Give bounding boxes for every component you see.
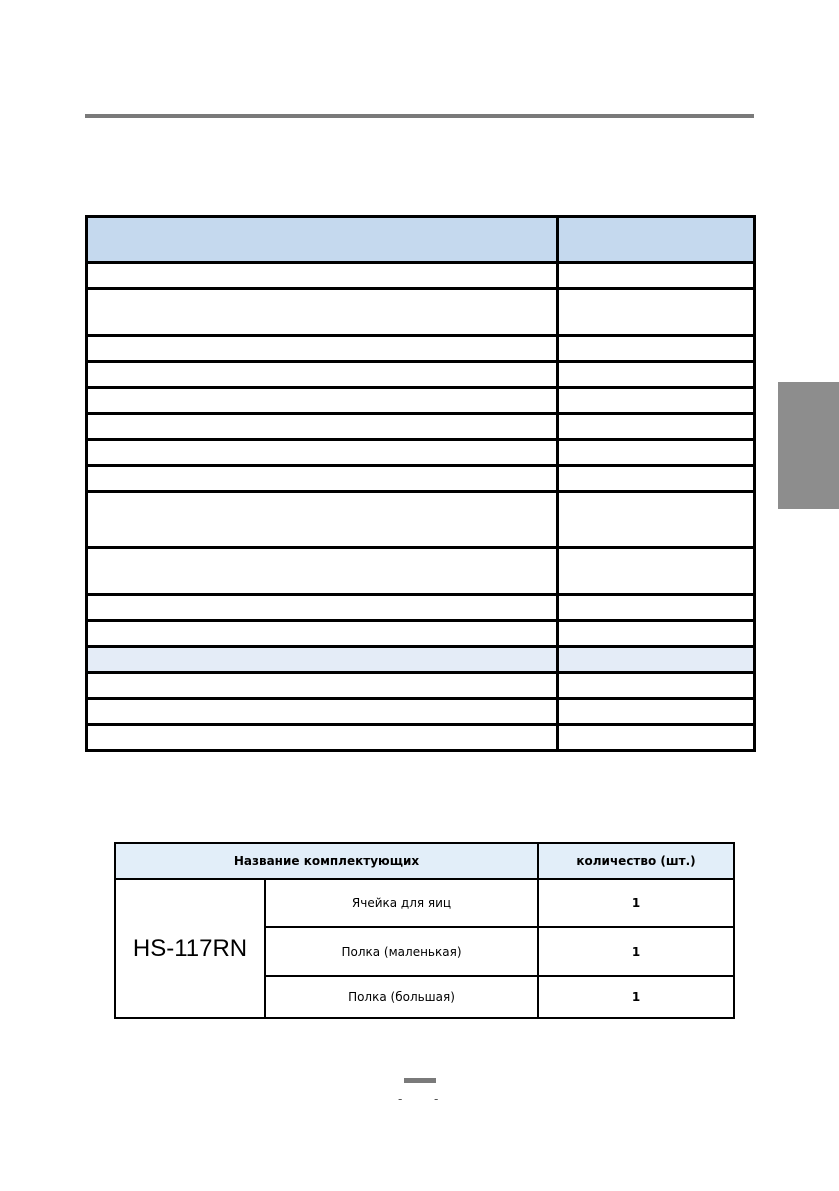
footer-bar bbox=[404, 1078, 436, 1083]
accessories-table bbox=[114, 842, 735, 1019]
spec-header-cell-name bbox=[87, 217, 558, 263]
spec-row bbox=[87, 548, 755, 595]
accessories-header-row bbox=[115, 843, 734, 879]
spec-row bbox=[87, 621, 755, 647]
spec-header-cell-value bbox=[558, 217, 755, 263]
header-rule bbox=[85, 114, 754, 118]
footer-dash-right: - bbox=[434, 1092, 439, 1106]
spec-row bbox=[87, 263, 755, 289]
spec-row bbox=[87, 362, 755, 388]
part-qty: 1 bbox=[538, 976, 734, 1018]
spec-row bbox=[87, 414, 755, 440]
table-row bbox=[115, 879, 734, 927]
specifications-table bbox=[85, 215, 756, 752]
spec-row bbox=[87, 595, 755, 621]
footer-dash-left: - bbox=[398, 1092, 403, 1106]
part-name: Полка (большая) bbox=[265, 976, 538, 1018]
accessories-header-qty: количество (шт.) bbox=[538, 843, 734, 879]
spec-row bbox=[87, 336, 755, 362]
part-name: Полка (маленькая) bbox=[265, 927, 538, 975]
part-qty: 1 bbox=[538, 927, 734, 975]
spec-section-row bbox=[87, 647, 755, 673]
accessories-header-name: Название комплектующих bbox=[115, 843, 538, 879]
spec-row bbox=[87, 466, 755, 492]
spec-header-row bbox=[87, 217, 755, 263]
spec-row bbox=[87, 440, 755, 466]
spec-row bbox=[87, 699, 755, 725]
spec-row bbox=[87, 673, 755, 699]
spec-row bbox=[87, 388, 755, 414]
section-side-tab bbox=[778, 382, 839, 509]
spec-row bbox=[87, 725, 755, 751]
spec-row bbox=[87, 492, 755, 548]
part-qty: 1 bbox=[538, 879, 734, 927]
part-name: Ячейка для яиц bbox=[265, 879, 538, 927]
spec-row bbox=[87, 289, 755, 336]
model-name: HS-117RN bbox=[115, 879, 265, 1018]
